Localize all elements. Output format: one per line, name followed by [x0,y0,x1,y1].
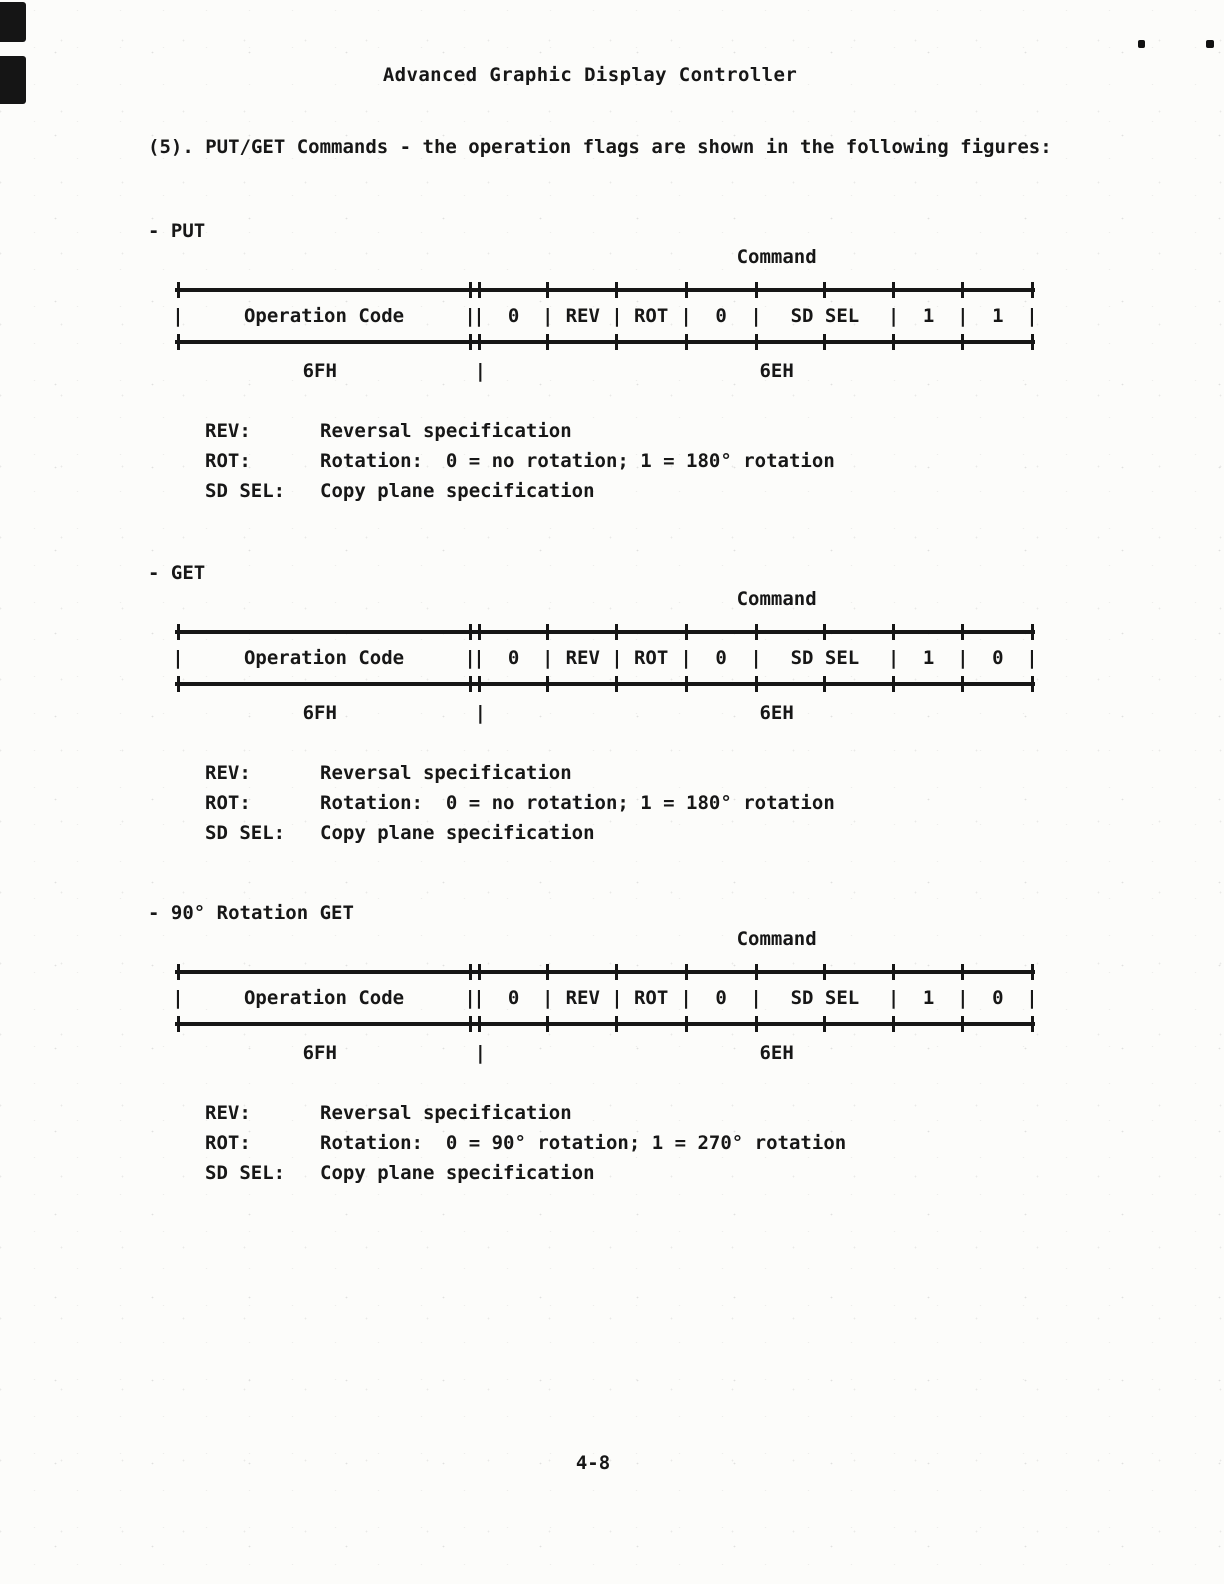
rule-tick [823,676,826,692]
hex-code-right: 6EH [759,1042,794,1064]
diagram-cell-row [172,980,1038,1016]
rule-tick [755,624,758,640]
hex-code-row [178,1038,1032,1068]
cell-divider: | [611,987,623,1009]
diagram-rule-top [178,964,1032,980]
bit-cell-rot: ROT [633,987,669,1009]
rule-tick [546,282,549,298]
rule-tick [177,964,180,980]
rule-tick [961,334,964,350]
hex-code-divider: | [474,360,487,382]
note-term: REV: [205,762,251,784]
diagram-cell-row [172,640,1038,676]
bit-cell: 0 [715,305,727,327]
rule-tick [755,1016,758,1032]
cell-divider: | [542,647,554,669]
bit-cell: 0 [715,647,727,669]
bit-cell: 1 [992,305,1004,327]
hex-code-divider: | [474,1042,487,1064]
operation-code-cell: Operation Code [243,305,405,327]
rule-line [175,970,1035,974]
rule-tick [478,676,481,692]
section-heading: - 90° Rotation GET [148,902,354,924]
cell-divider: | [750,647,762,669]
rule-tick [823,334,826,350]
cell-divider: | [473,305,485,327]
operation-code-cell: Operation Code [243,647,405,669]
rule-tick [961,964,964,980]
section-heading: - PUT [148,220,206,242]
cell-divider: | [750,305,762,327]
page-number: 4-8 [575,1452,611,1474]
rule-tick [892,676,895,692]
hex-code-left: 6FH [302,1042,337,1064]
rule-tick [615,282,618,298]
cell-divider: | [542,987,554,1009]
rule-tick [546,334,549,350]
note-definition: Copy plane specification [320,1162,595,1184]
rule-tick [177,676,180,692]
hex-code-divider: | [474,702,487,724]
rule-tick [478,282,481,298]
rule-line [175,682,1035,686]
binder-mark-bottom [0,56,26,104]
rule-tick [892,334,895,350]
rule-tick [469,1016,472,1032]
bit-cell-sdsel: SD SEL [790,987,860,1009]
rule-tick [685,964,688,980]
rule-tick [1031,282,1034,298]
diagram-rule-top [178,282,1032,298]
rule-tick [1031,624,1034,640]
rule-tick [546,624,549,640]
rule-tick [469,334,472,350]
rule-tick [177,282,180,298]
rule-tick [823,1016,826,1032]
cell-divider: | [680,305,692,327]
rule-tick [685,676,688,692]
rule-tick [685,1016,688,1032]
diagram-rule-bottom [178,676,1032,692]
bit-cell-rot: ROT [633,647,669,669]
rule-tick [1031,676,1034,692]
cell-divider: | [611,647,623,669]
note-definition: Copy plane specification [320,480,595,502]
cell-divider: | [464,647,476,669]
hex-code-left: 6FH [302,702,337,724]
rule-tick [892,1016,895,1032]
page-title: Advanced Graphic Display Controller [382,64,798,86]
note-definition: Rotation: 0 = 90° rotation; 1 = 270° rotation [320,1132,847,1154]
rule-line [175,288,1035,292]
rule-tick [892,624,895,640]
bit-cell-rev: REV [565,305,600,327]
cell-divider: | [1026,647,1038,669]
diagram-cell-row [172,298,1038,334]
cell-divider: | [172,987,184,1009]
rule-tick [177,334,180,350]
bit-cell-sdsel: SD SEL [790,305,860,327]
section-get [0,562,1224,862]
hex-code-left: 6FH [302,360,337,382]
hex-code-row [178,698,1032,728]
rule-tick [469,964,472,980]
rule-tick [615,964,618,980]
rule-tick [177,624,180,640]
cell-divider: | [957,987,969,1009]
bit-cell: 0 [992,647,1004,669]
note-definition: Copy plane specification [320,822,595,844]
rule-tick [177,1016,180,1032]
bit-cell: 0 [507,987,520,1009]
cell-divider: | [473,647,485,669]
note-term: SD SEL: [205,1162,286,1184]
cell-divider: | [680,647,692,669]
cell-divider: | [464,987,476,1009]
rule-tick [685,282,688,298]
section-heading: - GET [148,562,206,584]
note-term: ROT: [205,792,251,814]
hex-code-row [178,356,1032,386]
bit-cell-sdsel: SD SEL [790,647,860,669]
note-definition: Reversal specification [320,420,572,442]
rule-tick [615,1016,618,1032]
cell-divider: | [172,305,184,327]
diagram-rule-bottom [178,1016,1032,1032]
diagram-rule-top [178,624,1032,640]
rule-tick [961,676,964,692]
ink-speck [1138,40,1145,48]
rule-tick [615,624,618,640]
ink-speck [1206,40,1214,48]
cell-divider: | [1026,305,1038,327]
rule-tick [469,676,472,692]
note-term: ROT: [205,1132,251,1154]
bit-cell: 0 [507,647,520,669]
note-term: ROT: [205,450,251,472]
command-label: Command [736,588,817,610]
rule-tick [469,624,472,640]
rule-tick [478,624,481,640]
bit-cell: 0 [715,987,727,1009]
bit-cell: 0 [992,987,1004,1009]
rule-tick [478,334,481,350]
rule-tick [823,624,826,640]
cell-divider: | [887,305,900,327]
cell-divider: | [957,305,969,327]
rule-tick [546,964,549,980]
command-label: Command [736,928,817,950]
rule-tick [1031,1016,1034,1032]
cell-divider: | [464,305,476,327]
rule-tick [892,964,895,980]
rule-tick [546,676,549,692]
bit-cell: 0 [507,305,520,327]
rule-tick [546,1016,549,1032]
rule-line [175,340,1035,344]
rule-tick [1031,334,1034,350]
rule-line [175,1022,1035,1026]
cell-divider: | [887,987,900,1009]
command-label: Command [736,246,817,268]
rule-tick [478,1016,481,1032]
bit-cell-rev: REV [565,987,600,1009]
note-definition: Reversal specification [320,762,572,784]
bit-cell: 1 [922,305,935,327]
cell-divider: | [542,305,554,327]
rule-tick [823,964,826,980]
cell-divider: | [1026,987,1038,1009]
cell-divider: | [172,647,184,669]
bit-cell: 1 [922,987,935,1009]
bit-cell-rot: ROT [633,305,669,327]
section-rotation-get [0,902,1224,1202]
cell-divider: | [473,987,485,1009]
cell-divider: | [957,647,969,669]
note-term: SD SEL: [205,822,286,844]
rule-tick [961,1016,964,1032]
bit-cell: 1 [922,647,935,669]
rule-tick [615,334,618,350]
bit-cell-rev: REV [565,647,600,669]
note-definition: Rotation: 0 = no rotation; 1 = 180° rotation [320,792,835,814]
note-term: SD SEL: [205,480,286,502]
rule-line [175,630,1035,634]
rule-tick [755,676,758,692]
note-term: REV: [205,1102,251,1124]
note-definition: Rotation: 0 = no rotation; 1 = 180° rotation [320,450,835,472]
cell-divider: | [887,647,900,669]
cell-divider: | [680,987,692,1009]
rule-tick [685,624,688,640]
rule-tick [755,334,758,350]
rule-tick [892,282,895,298]
note-definition: Reversal specification [320,1102,572,1124]
diagram-rule-bottom [178,334,1032,350]
rule-tick [615,676,618,692]
section-put [0,220,1224,520]
intro-text: (5). PUT/GET Commands - the operation flags are shown in the following figures: [148,136,1052,158]
operation-code-cell: Operation Code [243,987,405,1009]
rule-tick [755,964,758,980]
rule-tick [478,964,481,980]
cell-divider: | [611,305,623,327]
rule-tick [961,624,964,640]
hex-code-right: 6EH [759,702,794,724]
cell-divider: | [750,987,762,1009]
rule-tick [1031,964,1034,980]
rule-tick [755,282,758,298]
rule-tick [685,334,688,350]
rule-tick [823,282,826,298]
rule-tick [961,282,964,298]
hex-code-right: 6EH [759,360,794,382]
binder-mark-top [0,2,26,42]
note-term: REV: [205,420,251,442]
rule-tick [469,282,472,298]
